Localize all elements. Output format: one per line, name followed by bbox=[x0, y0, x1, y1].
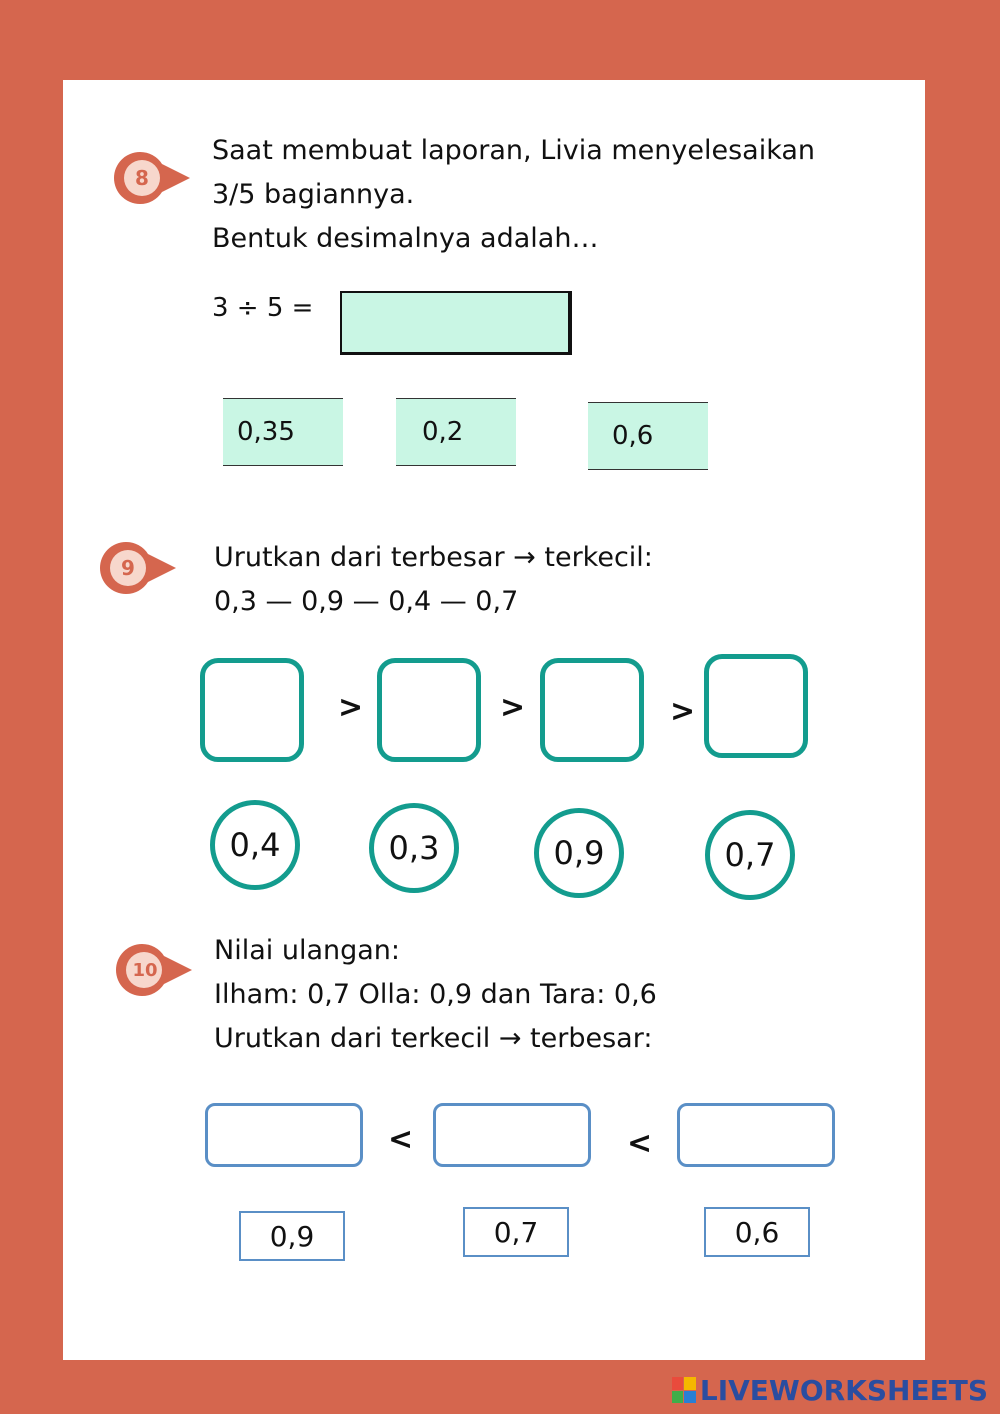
q9-slot-3[interactable] bbox=[540, 658, 644, 762]
q8-equation: 3 ÷ 5 = bbox=[212, 293, 314, 323]
q9-slot-2[interactable] bbox=[377, 658, 481, 762]
q8-line-2: 3/5 bagiannya. bbox=[212, 179, 415, 210]
q10-slot-2[interactable] bbox=[433, 1103, 591, 1167]
q10-line-3: Urutkan dari terkecil → terbesar: bbox=[214, 1023, 653, 1054]
q8-line-1: Saat membuat laporan, Livia menyelesaikan bbox=[212, 135, 816, 166]
question-8-number: 8 bbox=[135, 166, 149, 190]
brand-name: LIVEWORKSHEETS bbox=[699, 1373, 988, 1407]
q8-line-3: Bentuk desimalnya adalah… bbox=[212, 223, 599, 254]
question-9-badge bbox=[98, 540, 154, 596]
q10-slot-3[interactable] bbox=[677, 1103, 835, 1167]
q9-greater-than-2: > bbox=[500, 690, 526, 725]
q9-line-1: Urutkan dari terbesar → terkecil: bbox=[214, 542, 653, 573]
q8-answer-drop-zone[interactable] bbox=[340, 291, 572, 355]
q10-less-than-2: < bbox=[627, 1126, 653, 1161]
q10-option-2[interactable]: 0,7 bbox=[463, 1207, 569, 1257]
q10-line-1: Nilai ulangan: bbox=[214, 935, 400, 966]
q8-option-1[interactable]: 0,35 bbox=[223, 398, 343, 466]
q8-option-3[interactable]: 0,6 bbox=[588, 402, 708, 470]
q9-option-3[interactable]: 0,9 bbox=[534, 808, 624, 898]
q10-line-2: Ilham: 0,7 Olla: 0,9 dan Tara: 0,6 bbox=[214, 979, 657, 1010]
q9-slot-1[interactable] bbox=[200, 658, 304, 762]
q10-slot-1[interactable] bbox=[205, 1103, 363, 1167]
q9-slot-4[interactable] bbox=[704, 654, 808, 758]
question-8-badge bbox=[112, 150, 168, 206]
q8-option-2[interactable]: 0,2 bbox=[396, 398, 516, 466]
q9-option-4[interactable]: 0,7 bbox=[705, 810, 795, 900]
liveworksheets-logo-icon bbox=[672, 1377, 696, 1403]
question-10-number: 10 bbox=[132, 959, 158, 981]
question-10-badge bbox=[114, 942, 170, 998]
q9-option-1[interactable]: 0,4 bbox=[210, 800, 300, 890]
q9-option-2[interactable]: 0,3 bbox=[369, 803, 459, 893]
q9-greater-than-1: > bbox=[338, 690, 364, 725]
q9-line-2: 0,3 — 0,9 — 0,4 — 0,7 bbox=[214, 586, 519, 617]
question-9-number: 9 bbox=[121, 556, 135, 580]
q10-option-3[interactable]: 0,6 bbox=[704, 1207, 810, 1257]
q10-less-than-1: < bbox=[388, 1122, 414, 1157]
q10-option-1[interactable]: 0,9 bbox=[239, 1211, 345, 1261]
q9-greater-than-3: > bbox=[670, 694, 696, 729]
liveworksheets-brand[interactable] bbox=[672, 1373, 988, 1407]
